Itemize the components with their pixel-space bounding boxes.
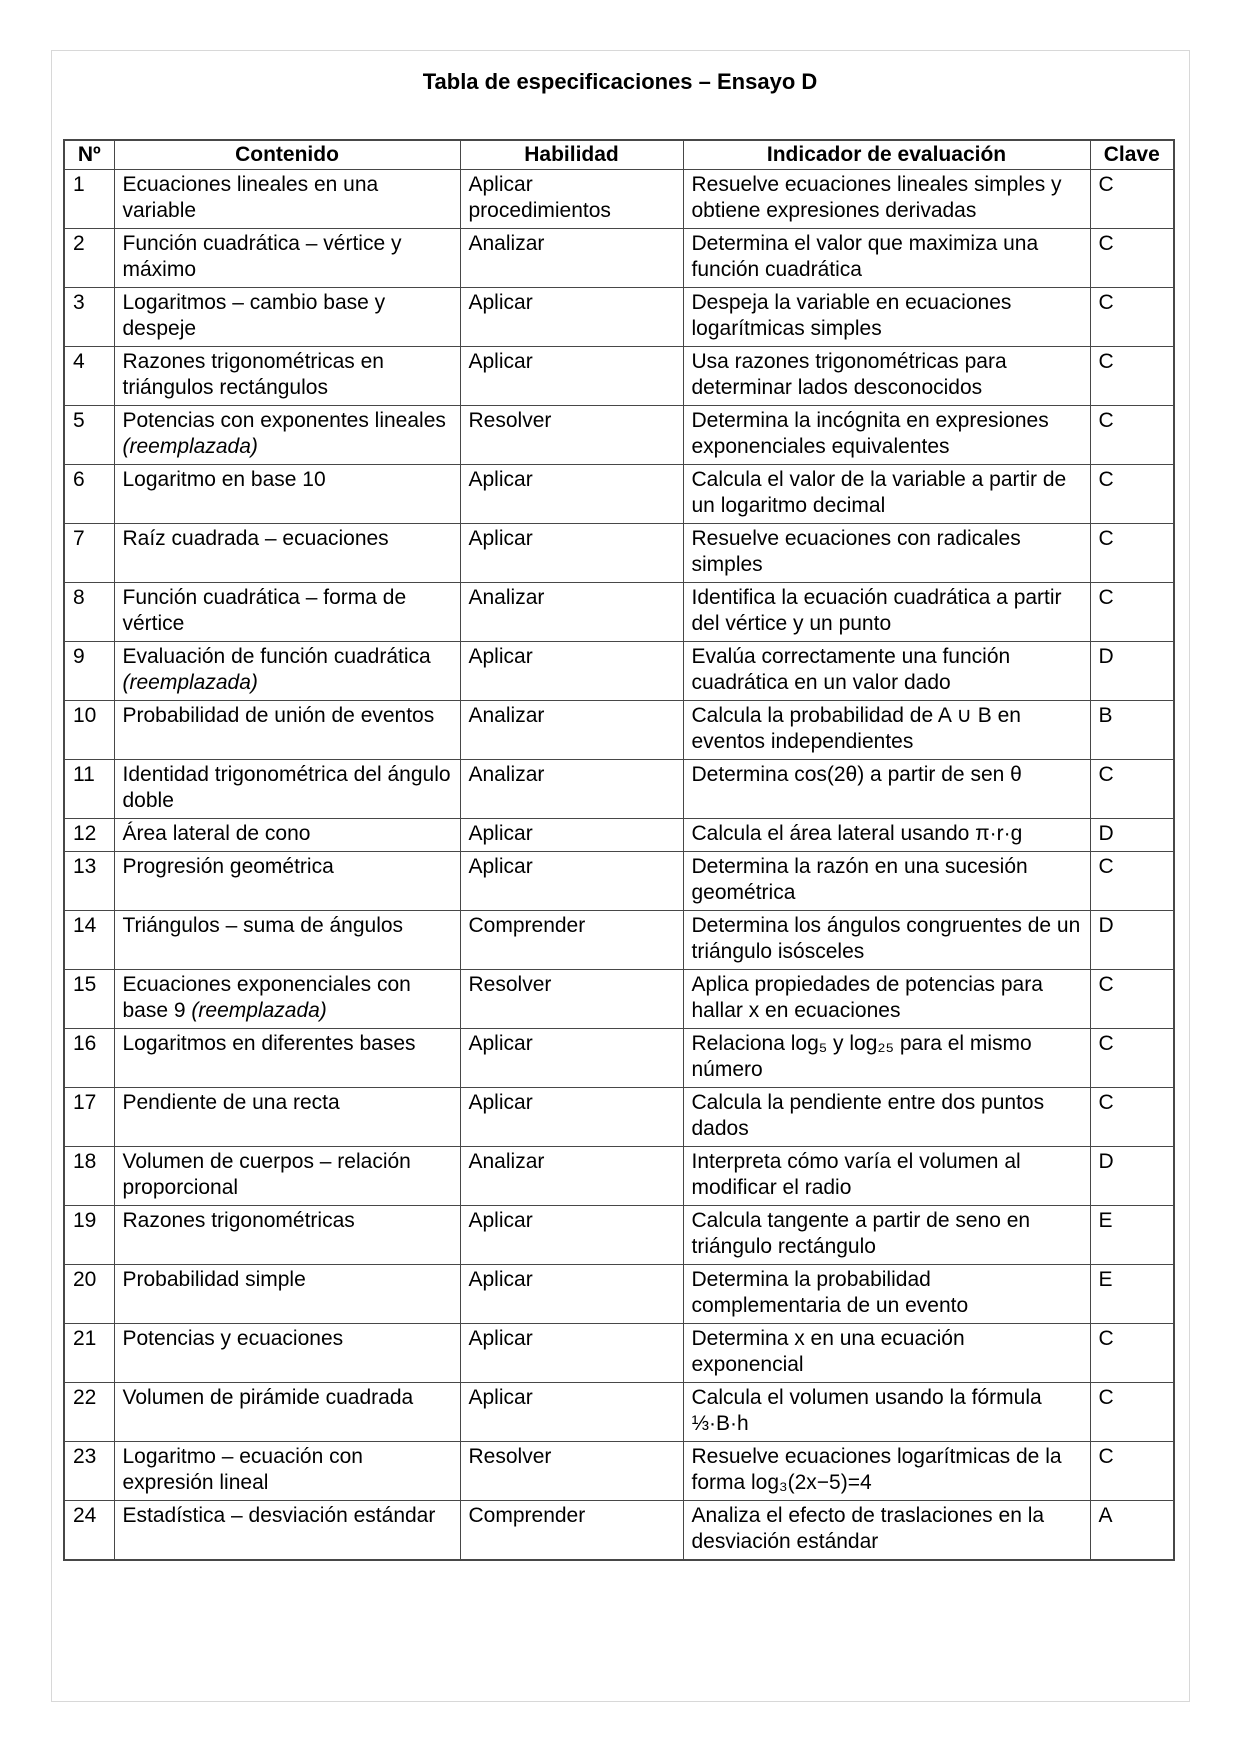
row-number-cell: 15 bbox=[64, 970, 114, 1029]
clave-cell: C bbox=[1090, 524, 1174, 583]
contenido-cell: Logaritmo en base 10 bbox=[114, 465, 460, 524]
table-row bbox=[64, 970, 1174, 1029]
contenido-cell: Estadística – desviación estándar bbox=[114, 1501, 460, 1561]
clave-cell: B bbox=[1090, 701, 1174, 760]
habilidad-cell: Aplicar bbox=[460, 1383, 683, 1442]
table-row bbox=[64, 701, 1174, 760]
table-row bbox=[64, 1383, 1174, 1442]
clave-cell: C bbox=[1090, 170, 1174, 229]
indicador-cell: Relaciona log₅ y log₂₅ para el mismo número bbox=[683, 1029, 1090, 1088]
contenido-cell: Ecuaciones lineales en una variable bbox=[114, 170, 460, 229]
contenido-cell: Potencias con exponentes lineales (reemplazada) bbox=[114, 406, 460, 465]
replaced-note: (reemplazada) bbox=[191, 999, 327, 1022]
habilidad-cell: Aplicar bbox=[460, 852, 683, 911]
clave-cell: C bbox=[1090, 583, 1174, 642]
table-row bbox=[64, 1088, 1174, 1147]
table-row bbox=[64, 1206, 1174, 1265]
column-header-numero: Nº bbox=[64, 140, 114, 170]
row-number-cell: 7 bbox=[64, 524, 114, 583]
indicador-cell: Aplica propiedades de potencias para hallar x en ecuaciones bbox=[683, 970, 1090, 1029]
indicador-cell: Resuelve ecuaciones logarítmicas de la forma log₃(2x−5)=4 bbox=[683, 1442, 1090, 1501]
indicador-cell: Identifica la ecuación cuadrática a partir del vértice y un punto bbox=[683, 583, 1090, 642]
table-row bbox=[64, 465, 1174, 524]
habilidad-cell: Comprender bbox=[460, 1501, 683, 1561]
clave-cell: C bbox=[1090, 406, 1174, 465]
indicador-cell: Resuelve ecuaciones con radicales simples bbox=[683, 524, 1090, 583]
row-number-cell: 12 bbox=[64, 819, 114, 852]
clave-cell: C bbox=[1090, 288, 1174, 347]
replaced-note: (reemplazada) bbox=[122, 435, 258, 458]
table-row bbox=[64, 1029, 1174, 1088]
contenido-cell: Función cuadrática – forma de vértice bbox=[114, 583, 460, 642]
clave-cell: C bbox=[1090, 852, 1174, 911]
contenido-cell: Logaritmos en diferentes bases bbox=[114, 1029, 460, 1088]
contenido-cell: Área lateral de cono bbox=[114, 819, 460, 852]
row-number-cell: 16 bbox=[64, 1029, 114, 1088]
habilidad-cell: Aplicar bbox=[460, 1265, 683, 1324]
table-row bbox=[64, 583, 1174, 642]
row-number-cell: 6 bbox=[64, 465, 114, 524]
habilidad-cell: Aplicar bbox=[460, 1206, 683, 1265]
contenido-cell: Razones trigonométricas bbox=[114, 1206, 460, 1265]
table-row bbox=[64, 911, 1174, 970]
table-row bbox=[64, 1501, 1174, 1561]
habilidad-cell: Aplicar bbox=[460, 1324, 683, 1383]
contenido-cell: Volumen de cuerpos – relación proporcional bbox=[114, 1147, 460, 1206]
table-row bbox=[64, 1147, 1174, 1206]
column-header-clave: Clave bbox=[1090, 140, 1174, 170]
habilidad-cell: Analizar bbox=[460, 583, 683, 642]
row-number-cell: 8 bbox=[64, 583, 114, 642]
table-row bbox=[64, 170, 1174, 229]
indicador-cell: Despeja la variable en ecuaciones logarítmicas simples bbox=[683, 288, 1090, 347]
contenido-cell: Raíz cuadrada – ecuaciones bbox=[114, 524, 460, 583]
row-number-cell: 18 bbox=[64, 1147, 114, 1206]
clave-cell: C bbox=[1090, 1029, 1174, 1088]
page-title: Tabla de especificaciones – Ensayo D bbox=[422, 69, 818, 94]
habilidad-cell: Aplicar bbox=[460, 465, 683, 524]
row-number-cell: 11 bbox=[64, 760, 114, 819]
row-number-cell: 13 bbox=[64, 852, 114, 911]
contenido-cell: Progresión geométrica bbox=[114, 852, 460, 911]
row-number-cell: 10 bbox=[64, 701, 114, 760]
clave-cell: C bbox=[1090, 760, 1174, 819]
row-number-cell: 17 bbox=[64, 1088, 114, 1147]
indicador-cell: Determina el valor que maximiza una función cuadrática bbox=[683, 229, 1090, 288]
indicador-cell: Determina la incógnita en expresiones exponenciales equivalentes bbox=[683, 406, 1090, 465]
habilidad-cell: Aplicar bbox=[460, 288, 683, 347]
habilidad-cell: Resolver bbox=[460, 970, 683, 1029]
specification-table bbox=[63, 139, 1175, 1561]
table-row bbox=[64, 347, 1174, 406]
clave-cell: E bbox=[1090, 1206, 1174, 1265]
clave-cell: D bbox=[1090, 1147, 1174, 1206]
indicador-cell: Determina la razón en una sucesión geométrica bbox=[683, 852, 1090, 911]
column-header-habilidad: Habilidad bbox=[460, 140, 683, 170]
indicador-cell: Calcula tangente a partir de seno en triángulo rectángulo bbox=[683, 1206, 1090, 1265]
column-header-indicador: Indicador de evaluación bbox=[683, 140, 1090, 170]
replaced-note: (reemplazada) bbox=[122, 671, 258, 694]
contenido-cell: Triángulos – suma de ángulos bbox=[114, 911, 460, 970]
habilidad-cell: Aplicar bbox=[460, 819, 683, 852]
habilidad-cell: Analizar bbox=[460, 229, 683, 288]
habilidad-cell: Analizar bbox=[460, 701, 683, 760]
indicador-cell: Interpreta cómo varía el volumen al modificar el radio bbox=[683, 1147, 1090, 1206]
table-row bbox=[64, 288, 1174, 347]
indicador-cell: Determina cos(2θ) a partir de sen θ bbox=[683, 760, 1090, 819]
clave-cell: C bbox=[1090, 465, 1174, 524]
contenido-cell: Evaluación de función cuadrática (reemplazada) bbox=[114, 642, 460, 701]
indicador-cell: Resuelve ecuaciones lineales simples y obtiene expresiones derivadas bbox=[683, 170, 1090, 229]
clave-cell: C bbox=[1090, 1088, 1174, 1147]
contenido-cell: Ecuaciones exponenciales con base 9 (reemplazada) bbox=[114, 970, 460, 1029]
row-number-cell: 14 bbox=[64, 911, 114, 970]
clave-cell: D bbox=[1090, 642, 1174, 701]
row-number-cell: 22 bbox=[64, 1383, 114, 1442]
indicador-cell: Calcula el área lateral usando π·r·g bbox=[683, 819, 1090, 852]
column-header-contenido: Contenido bbox=[114, 140, 460, 170]
clave-cell: E bbox=[1090, 1265, 1174, 1324]
indicador-cell: Determina x en una ecuación exponencial bbox=[683, 1324, 1090, 1383]
contenido-cell: Razones trigonométricas en triángulos rectángulos bbox=[114, 347, 460, 406]
contenido-cell: Logaritmo – ecuación con expresión lineal bbox=[114, 1442, 460, 1501]
table-row bbox=[64, 852, 1174, 911]
habilidad-cell: Aplicar bbox=[460, 642, 683, 701]
habilidad-cell: Resolver bbox=[460, 1442, 683, 1501]
row-number-cell: 1 bbox=[64, 170, 114, 229]
indicador-cell: Evalúa correctamente una función cuadrática en un valor dado bbox=[683, 642, 1090, 701]
contenido-cell: Probabilidad simple bbox=[114, 1265, 460, 1324]
clave-cell: C bbox=[1090, 1442, 1174, 1501]
table-row bbox=[64, 1265, 1174, 1324]
row-number-cell: 19 bbox=[64, 1206, 114, 1265]
contenido-cell: Probabilidad de unión de eventos bbox=[114, 701, 460, 760]
table-row bbox=[64, 1442, 1174, 1501]
habilidad-cell: Aplicar bbox=[460, 347, 683, 406]
indicador-cell: Calcula la probabilidad de A ∪ B en eventos independientes bbox=[683, 701, 1090, 760]
contenido-cell: Volumen de pirámide cuadrada bbox=[114, 1383, 460, 1442]
table-row bbox=[64, 406, 1174, 465]
indicador-cell: Calcula el valor de la variable a partir de un logaritmo decimal bbox=[683, 465, 1090, 524]
indicador-cell: Determina la probabilidad complementaria de un evento bbox=[683, 1265, 1090, 1324]
table-row bbox=[64, 819, 1174, 852]
row-number-cell: 24 bbox=[64, 1501, 114, 1561]
table-body bbox=[64, 170, 1174, 1561]
document-page bbox=[51, 50, 1190, 1702]
habilidad-cell: Aplicar bbox=[460, 524, 683, 583]
clave-cell: A bbox=[1090, 1501, 1174, 1561]
habilidad-cell: Comprender bbox=[460, 911, 683, 970]
indicador-cell: Analiza el efecto de traslaciones en la desviación estándar bbox=[683, 1501, 1090, 1561]
indicador-cell: Determina los ángulos congruentes de un triángulo isósceles bbox=[683, 911, 1090, 970]
row-number-cell: 23 bbox=[64, 1442, 114, 1501]
habilidad-cell: Aplicar bbox=[460, 1088, 683, 1147]
habilidad-cell: Analizar bbox=[460, 1147, 683, 1206]
clave-cell: C bbox=[1090, 229, 1174, 288]
clave-cell: D bbox=[1090, 819, 1174, 852]
indicador-cell: Calcula el volumen usando la fórmula ⅓·B·h bbox=[683, 1383, 1090, 1442]
table-row bbox=[64, 642, 1174, 701]
table-row bbox=[64, 1324, 1174, 1383]
row-number-cell: 3 bbox=[64, 288, 114, 347]
contenido-cell: Potencias y ecuaciones bbox=[114, 1324, 460, 1383]
row-number-cell: 21 bbox=[64, 1324, 114, 1383]
contenido-cell: Identidad trigonométrica del ángulo doble bbox=[114, 760, 460, 819]
habilidad-cell: Analizar bbox=[460, 760, 683, 819]
contenido-cell: Pendiente de una recta bbox=[114, 1088, 460, 1147]
habilidad-cell: Aplicar bbox=[460, 1029, 683, 1088]
indicador-cell: Calcula la pendiente entre dos puntos dados bbox=[683, 1088, 1090, 1147]
contenido-cell: Función cuadrática – vértice y máximo bbox=[114, 229, 460, 288]
contenido-cell: Logaritmos – cambio base y despeje bbox=[114, 288, 460, 347]
table-row bbox=[64, 229, 1174, 288]
clave-cell: D bbox=[1090, 911, 1174, 970]
table-row bbox=[64, 524, 1174, 583]
row-number-cell: 9 bbox=[64, 642, 114, 701]
indicador-cell: Usa razones trigonométricas para determinar lados desconocidos bbox=[683, 347, 1090, 406]
clave-cell: C bbox=[1090, 1324, 1174, 1383]
habilidad-cell: Aplicar procedimientos bbox=[460, 170, 683, 229]
clave-cell: C bbox=[1090, 970, 1174, 1029]
table-header-row bbox=[64, 140, 1174, 170]
habilidad-cell: Resolver bbox=[460, 406, 683, 465]
row-number-cell: 20 bbox=[64, 1265, 114, 1324]
row-number-cell: 5 bbox=[64, 406, 114, 465]
row-number-cell: 4 bbox=[64, 347, 114, 406]
clave-cell: C bbox=[1090, 1383, 1174, 1442]
clave-cell: C bbox=[1090, 347, 1174, 406]
row-number-cell: 2 bbox=[64, 229, 114, 288]
table-row bbox=[64, 760, 1174, 819]
